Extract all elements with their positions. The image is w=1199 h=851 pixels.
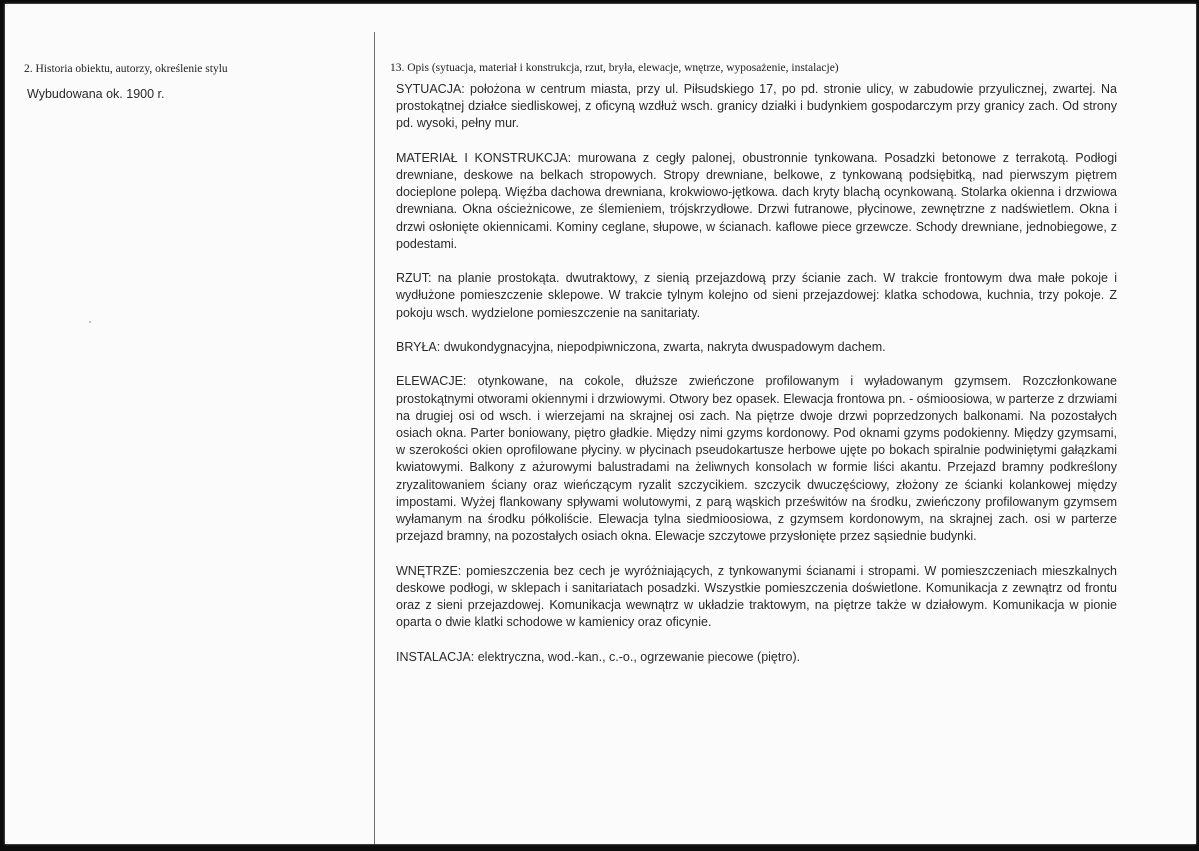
paragraph-instalacja: INSTALACJA: elektryczna, wod.-kan., c.-o., ogrzewanie piecowe (piętro). — [396, 649, 801, 664]
paragraph-rzut: RZUT: na planie prostokąta. dwutraktowy, z sienią przejazdową przy ścianie zach. W trakcie frontowym dwa małe pokoje i wydłużone pomieszczenie sklepowe. W trakcie tylnym kolejno od sieni przejazdowej: klatka schodowa, kuchnia, trzy pokoje. Z pokoju wsch. wydzielone pomieszczenie na sanitariaty. — [396, 271, 1117, 320]
section-2-heading: 2. Historia obiektu, autorzy, określenie stylu — [24, 63, 228, 75]
paragraph-sytuacja: SYTUACJA: położona w centrum miasta, przy ul. Piłsudskiego 17, po pd. stronie ulicy, w zabudowie przyulicznej, zwartej. Na prostokątnej działce siedliskowej, z oficyną wzdłuż wsch. granicy działki i budynkiem gospodarczym przy granicy zach. Od strony pd. wysoki, pełny mur. — [396, 82, 1117, 131]
paragraph-elewacje: ELEWACJE: otynkowane, na cokole, dłuższe zwieńczone profilowanym i wyładowanym gzymsem. Rozczłonkowane prostokątnymi otworami okiennymi i drzwiowymi. Otwory bez opasek. Elewacja frontowa pn. - ośmioosiowa, w parterze z drzwiami na drugiej osi od wsch. i wierzejami na skrajnej osi zach. Na piętrze dwoje drzwi poprzedzonych balkonami. Na pozostałych osiach okna. Parter boniowany, piętro gładkie. Między nimi gzyms kordonowy. Pod oknami gzyms podokienny. Między gzymsami, w szerokości okien oprofilowane płyciny. w płycinach pseudokartusze herbowe ujęte po bokach spiralnie podwiniętymi gałązkami kwiatowymi. Balkony z ażurowymi balustradami na żeliwnych konsolach w formie liści akantu. Przejazd bramny podkreślony zryzalitowaniem ściany oraz wieńczącym ryzalit szczycikiem. szczycik dwuczęściowy, złożony ze ścianki kolankowej między impostami. Wyżej flankowany spływami wolutowymi, z parą wąskich prześwitów na środku, zwieńczony profilowanym gzymsem wyłamanym na środku półkoliście. Elewacja tylna siedmioosiowa, z gzymsem kordonowym, na skrajnej zach. osi w parterze przejazd bramny, na pozostałych osiach okna. Elewacje szczytowe przysłonięte przez sąsiednie budynki. — [396, 374, 1117, 544]
description-body — [396, 81, 1117, 683]
column-divider — [374, 32, 375, 844]
paper-speck — [89, 321, 91, 323]
section-13-heading: 13. Opis (sytuacja, materiał i konstrukcja, rzut, bryła, elewacje, wnętrze, wyposażenie, instalacje) — [390, 62, 839, 74]
paragraph-wnetrze: WNĘTRZE: pomieszczenia bez cech je wyróżniających, z tynkowanymi ścianami i stropami. W pomieszczeniach mieszkalnych deskowe podłogi, w sklepach i sanitariatach posadzki. Wszystkie pomieszczenia doświetlone. Komunikacja z zewnątrz od frontu oraz z sieni przejazdowej. Komunikacja wewnątrz w układzie traktowym, na piętrze także w działowym. Komunikacja w pionie oparta o dwie klatki schodowe w kamienicy oraz oficynie. — [396, 563, 1117, 630]
paragraph-material: MATERIAŁ I KONSTRUKCJA: murowana z cegły palonej, obustronnie tynkowana. Posadzki betonowe z terrakotą. Podłogi drewniane, deskowe na belkach stropowych. Stropy drewniane, belkowe, z tynkowaną podsiębitką, nad pierwszym piętrem docieplone polepą. Więźba dachowa drewniana, krokwiowo-jętkowa. dach kryty blachą ocynkowaną. Stolarka okienna i drzwiowa drewniana. Okna ościeżnicowe, ze ślemieniem, trójskrzydłowe. Drzwi futranowe, płycinowe, zewnętrzne z nadświetlem. Okna i drzwi osłonięte okiennicami. Kominy ceglane, słupowe, w ścianach. kaflowe piece grzewcze. Schody drewniane, jednobiegowe, z podestami. — [396, 150, 1117, 251]
history-text: Wybudowana ok. 1900 r. — [27, 87, 165, 101]
paragraph-bryla: BRYŁA: dwukondygnacyjna, niepodpiwniczona, zwarta, nakryta dwuspadowym dachem. — [396, 340, 886, 354]
document-page — [5, 4, 1196, 844]
